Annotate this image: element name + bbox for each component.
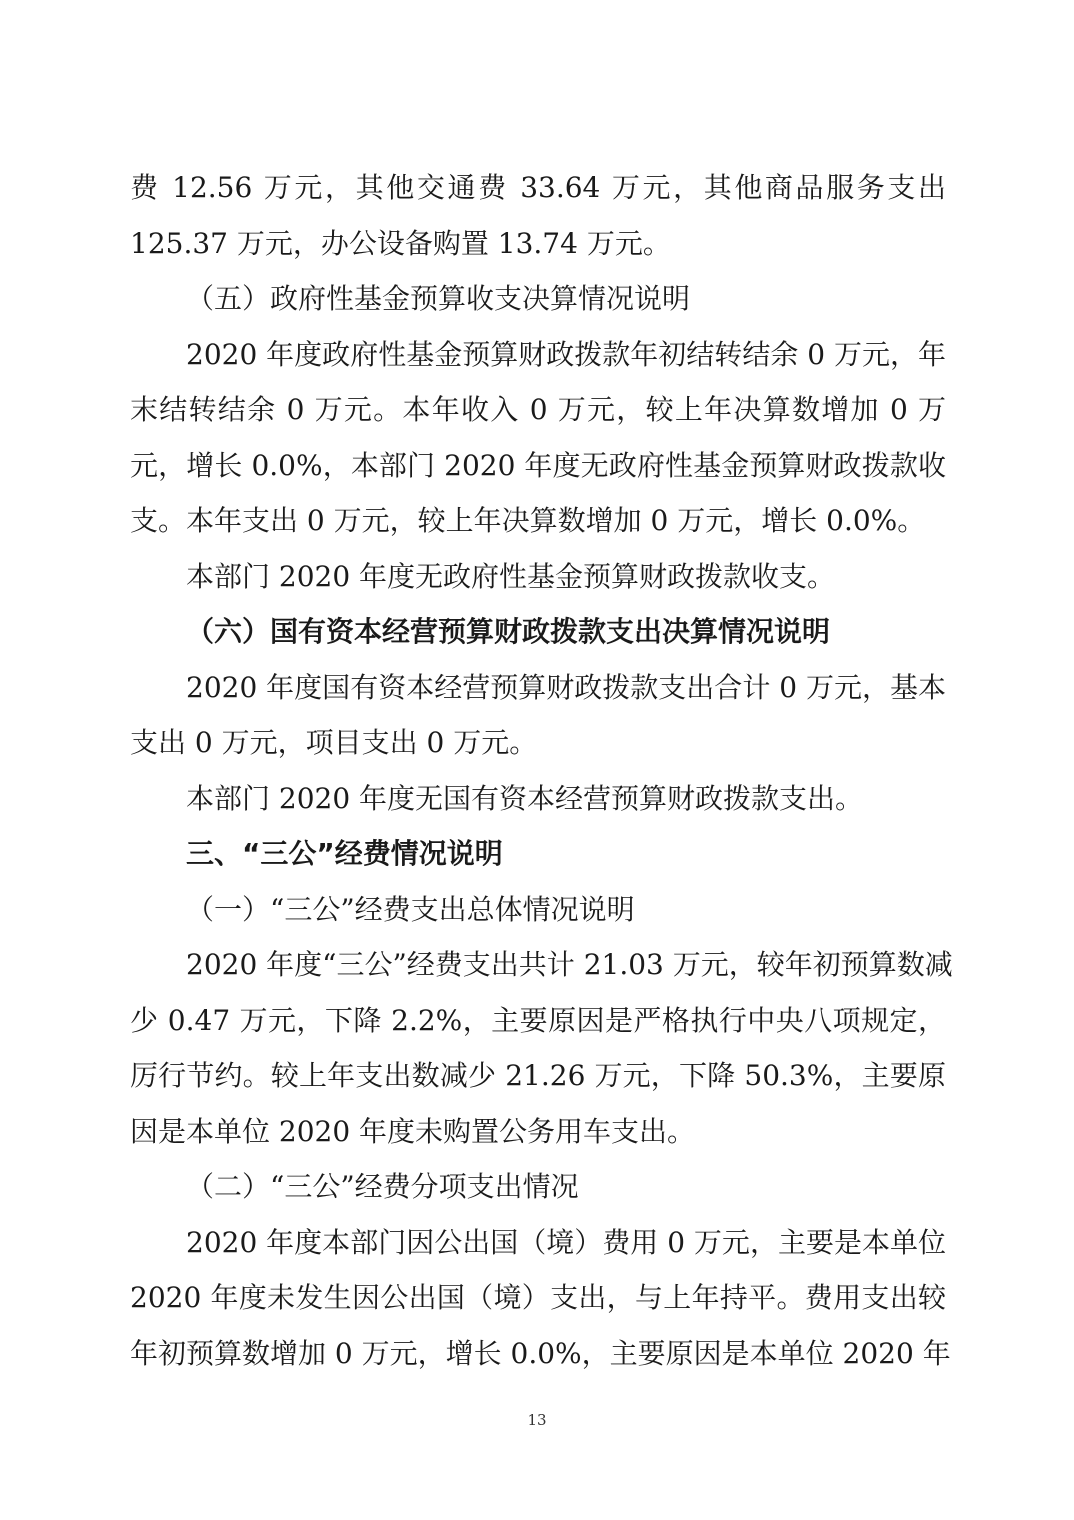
paragraph-line: 费 12.56 万元，其他交通费 33.64 万元，其他商品服务支出 — [130, 171, 946, 204]
section-heading: 三、“三公”经费情况说明 — [186, 837, 503, 870]
paragraph-line: 末结转结余 0 万元。本年收入 0 万元，较上年决算数增加 0 万 — [130, 393, 946, 426]
subsection-heading: （一）“三公”经费支出总体情况说明 — [186, 892, 635, 926]
paragraph-line: 2020 年度本部门因公出国（境）费用 0 万元，主要是本单位 — [186, 1225, 946, 1259]
paragraph-line: 2020 年度国有资本经营预算财政拨款支出合计 0 万元，基本 — [186, 670, 946, 704]
paragraph-line: 年初预算数增加 0 万元，增长 0.0%，主要原因是本单位 2020 年 — [130, 1336, 951, 1370]
paragraph-line: 支。本年支出 0 万元，较上年决算数增加 0 万元，增长 0.0%。 — [130, 504, 926, 537]
paragraph-line: 2020 年度政府性基金预算财政拨款年初结转结余 0 万元，年 — [186, 337, 946, 371]
paragraph-line: 2020 年度“三公”经费支出共计 21.03 万元，较年初预算数减 — [186, 948, 953, 981]
paragraph-line: 125.37 万元，办公设备购置 13.74 万元。 — [130, 226, 671, 260]
paragraph-line: 支出 0 万元，项目支出 0 万元。 — [130, 726, 538, 759]
document-body — [130, 160, 953, 1381]
paragraph-line: 元，增长 0.0%，本部门 2020 年度无政府性基金预算财政拨款收 — [130, 448, 946, 482]
paragraph-line: 因是本单位 2020 年度未购置公务用车支出。 — [130, 1114, 696, 1148]
subsection-heading: （五）政府性基金预算收支决算情况说明 — [186, 282, 691, 315]
page-number: 13 — [527, 1411, 547, 1429]
subsection-heading: （二）“三公”经费分项支出情况 — [186, 1170, 579, 1203]
paragraph-line: 厉行节约。较上年支出数减少 21.26 万元，下降 50.3%，主要原 — [130, 1059, 946, 1092]
subsection-heading: （六）国有资本经营预算财政拨款支出决算情况说明 — [186, 615, 831, 648]
paragraph-line: 2020 年度未发生因公出国（境）支出，与上年持平。费用支出较 — [130, 1281, 946, 1314]
paragraph-line: 本部门 2020 年度无国有资本经营预算财政拨款支出。 — [186, 781, 864, 815]
paragraph-line: 本部门 2020 年度无政府性基金预算财政拨款收支。 — [186, 559, 836, 593]
paragraph-line: 少 0.47 万元，下降 2.2%，主要原因是严格执行中央八项规定， — [130, 1003, 946, 1037]
